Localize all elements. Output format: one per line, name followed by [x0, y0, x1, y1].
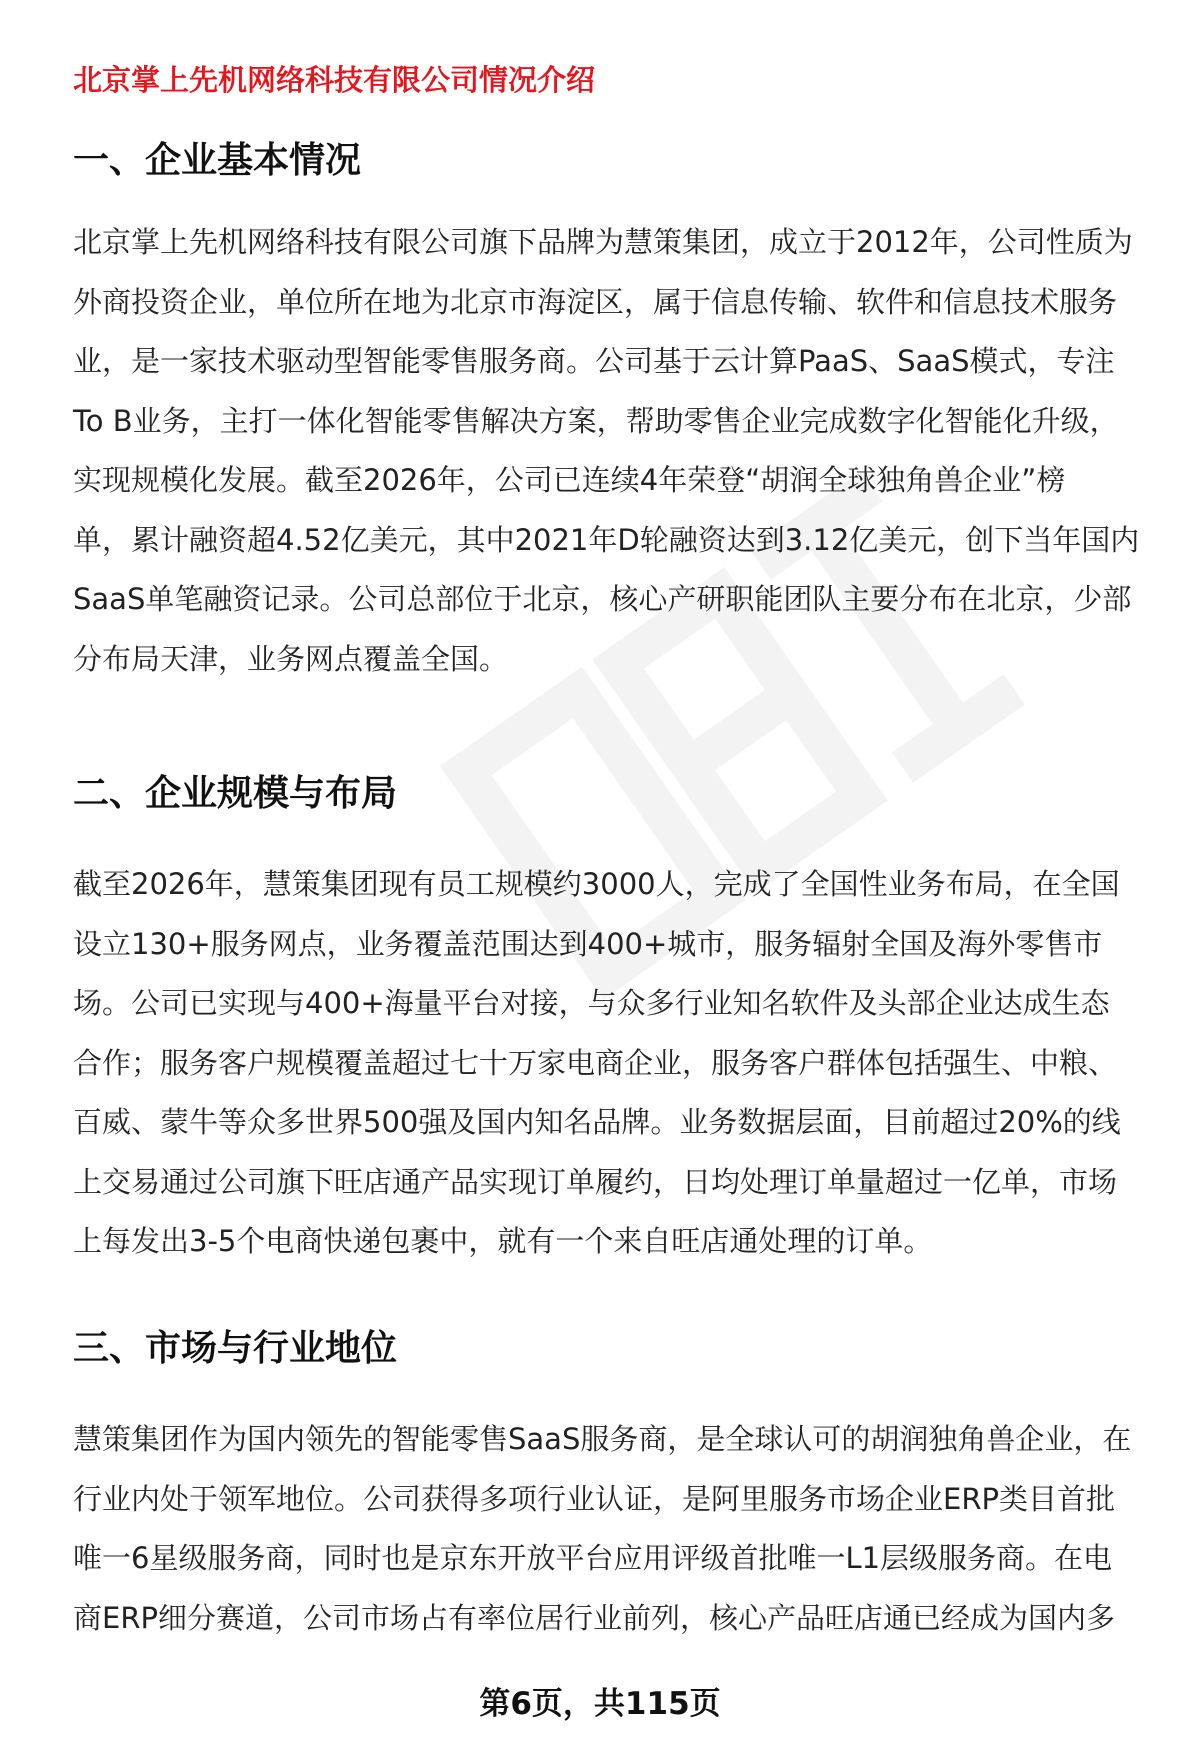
- paragraph-line: 行业内处于领军地位。公司获得多项行业认证，是阿里服务市场企业ERP类目首批: [73, 1481, 1115, 1516]
- section-heading: 三、市场与行业地位: [73, 1328, 398, 1369]
- paragraph-line: 商ERP细分赛道，公司市场占有率位居行业前列，核心产品旺店通已经成为国内多: [73, 1600, 1115, 1635]
- paragraph-line: 设立130+服务网点，业务覆盖范围达到400+城市，服务辐射全国及海外零售市: [73, 926, 1103, 961]
- paragraph-line: 北京掌上先机网络科技有限公司旗下品牌为慧策集团，成立于2012年，公司性质为: [73, 225, 1133, 259]
- paragraph-line: 唯一6星级服务商，同时也是京东开放平台应用评级首批唯一L1层级服务商。在电: [73, 1541, 1113, 1575]
- section-heading: 二、企业规模与布局: [73, 773, 398, 814]
- paragraph-line: 实现规模化发展。截至2026年，公司已连续4年荣登“胡润全球独角兽企业”榜: [73, 463, 1066, 497]
- paragraph-line: 上交易通过公司旗下旺店通产品实现订单履约，日均处理订单量超过一亿单，市场: [73, 1164, 1118, 1199]
- paragraph-line: To B业务，主打一体化智能零售解决方案，帮助零售企业完成数字化智能化升级，: [73, 403, 1119, 438]
- paragraph-line: 慧策集团作为国内领先的智能零售SaaS服务商，是全球认可的胡润独角兽企业，在: [73, 1422, 1132, 1456]
- page-footer: 第6页，共115页: [479, 1686, 721, 1722]
- paragraph-line: SaaS单笔融资记录。公司总部位于北京，核心产研职能团队主要分布在北京，少部: [73, 582, 1132, 616]
- paragraph-line: 截至2026年，慧策集团现有员工规模约3000人，完成了全国性业务布局，在全国: [73, 867, 1120, 901]
- document-title: 北京掌上先机网络科技有限公司情况介绍: [73, 63, 596, 97]
- paragraph-line: 外商投资企业，单位所在地为北京市海淀区，属于信息传输、软件和信息技术服务: [73, 284, 1118, 319]
- paragraph-line: 合作；服务客户规模覆盖超过七十万家电商企业，服务客户群体包括强生、中粮、: [73, 1045, 1118, 1080]
- paragraph-line: 百威、蒙牛等众多世界500强及国内知名品牌。业务数据层面，目前超过20%的线: [73, 1105, 1121, 1139]
- paragraph-line: 业，是一家技术驱动型智能零售服务商。公司基于云计算PaaS、SaaS模式，专注: [73, 344, 1115, 378]
- section-paragraph: [73, 855, 1153, 1272]
- section-paragraph: [73, 1410, 1153, 1648]
- section-heading: 一、企业基本情况: [73, 140, 362, 181]
- paragraph-line: 分布局天津，业务网点覆盖全国。: [73, 641, 509, 676]
- paragraph-line: 上每发出3-5个电商快递包裹中，就有一个来自旺店通处理的订单。: [73, 1224, 933, 1258]
- paragraph-line: 场。公司已实现与400+海量平台对接，与众多行业知名软件及头部企业达成生态: [73, 986, 1110, 1020]
- section-paragraph: [73, 213, 1153, 689]
- paragraph-line: 单，累计融资超4.52亿美元，其中2021年D轮融资达到3.12亿美元，创下当年国内: [73, 522, 1140, 557]
